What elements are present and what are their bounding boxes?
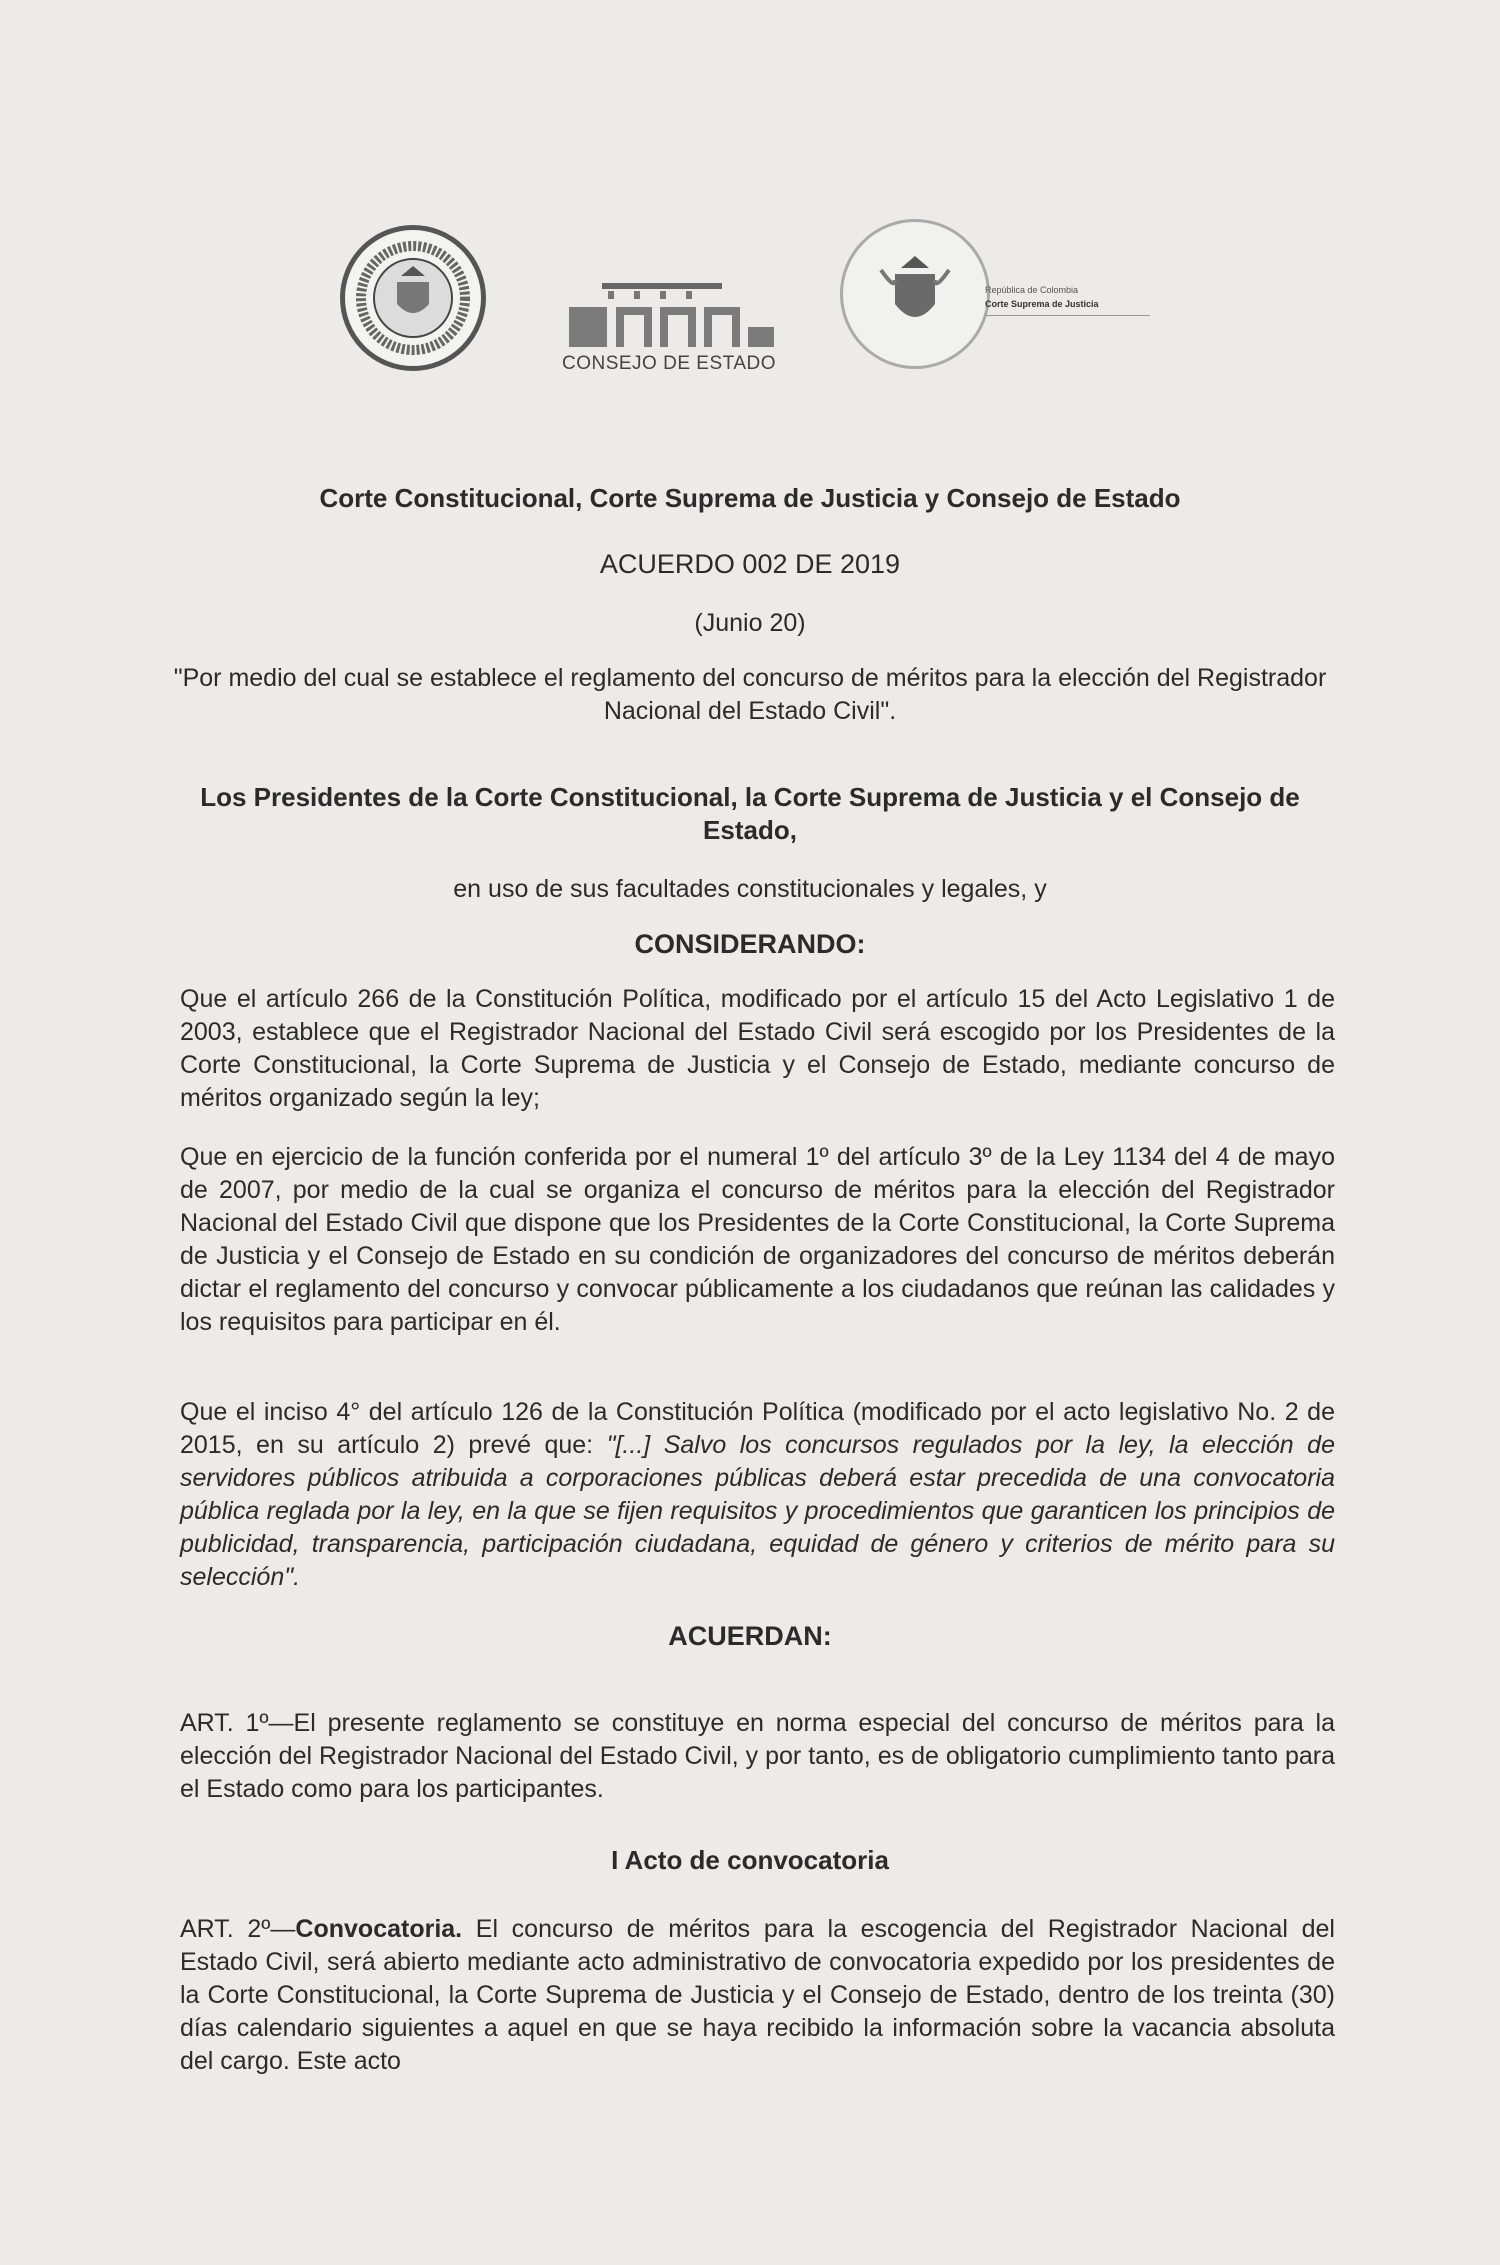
section-title: I Acto de convocatoria — [611, 1845, 889, 1875]
considerando-paragraph-1: Que el artículo 266 de la Constitución Política, modificado por el artículo 15 del Acto Legislativo 1 de 2003, establece que el Registrador Nacional del Estado Civil será escogido por los Presidentes de la Corte Constitucional, la Corte Suprema de Justicia y el Consejo de Estado, mediante concurso de méritos organizado según la ley; — [180, 985, 1335, 1112]
corte-suprema-seal — [840, 219, 990, 369]
csj-line-2: Corte Suprema de Justicia — [985, 299, 1099, 309]
csj-line-1: República de Colombia — [985, 285, 1079, 295]
corte-constitucional-seal — [340, 225, 486, 371]
article-2 — [180, 1913, 1335, 2078]
considerando-paragraph-3 — [180, 1396, 1335, 1594]
corte-suprema-wordmark — [985, 283, 1099, 311]
article-2-title: Convocatoria. — [295, 1915, 463, 1943]
article-2-prefix: ART. 2º— — [180, 1915, 296, 1943]
acuerdo-subject: "Por medio del cual se establece el reglamento del concurso de méritos para la elección del Registrador Nacional del Estado Civil". — [173, 664, 1327, 725]
article-2-body: El concurso de méritos para la escogencia del Registrador Nacional del Estado Civil, será abierto mediante acto administrativo de convocatoria expedido por los presidentes de la Corte Constitucional, la Corte Suprema de Justicia y el Consejo de Estado, dentro de los treinta (30) días calendario siguientes a aquel en que se haya recibido la información sobre la vacancia absoluta del cargo. Este acto — [180, 1915, 1335, 2075]
consejo-de-estado-caption: CONSEJO DE ESTADO — [561, 353, 776, 374]
organizations-title: Corte Constitucional, Corte Suprema de Justicia y Consejo de Estado — [319, 483, 1181, 513]
considerando-heading: CONSIDERANDO: — [634, 929, 866, 959]
facultades-line: en uso de sus facultades constitucionales y legales, y — [453, 875, 1047, 903]
acuerdan-heading: ACUERDAN: — [668, 1621, 832, 1651]
acuerdo-number: ACUERDO 002 DE 2019 — [599, 549, 901, 579]
considerando-paragraph-2: Que en ejercicio de la función conferida por el numeral 1º del artículo 3º de la Ley 1134 del 4 de mayo de 2007, por medio de la cual se organiza el concurso de méritos para la elección del Registrador Nacional del Estado Civil que dispone que los Presidentes de la Corte Constitucional, la Corte Suprema de Justicia y el Consejo de Estado en su condición de organizadores del concurso de méritos deberán dictar el reglamento del concurso y convocar públicamente a los ciudadanos que reúnan las calidades y los requisitos para participar en él. — [180, 1143, 1335, 1336]
paragraph-3-quote: "[...] Salvo los concursos regulados por la ley, la elección de servidores públicos atribuida a corporaciones públicas deberá estar precedida de una convocatoria pública reglada por la ley, en la que se fijen requisitos y procedimientos que garanticen los principios de publicidad, transparencia, participación ciudadana, equidad de género y criterios de mérito para su selección". — [180, 1431, 1335, 1591]
consejo-de-estado-logo — [544, 277, 794, 387]
csj-divider — [985, 315, 1150, 316]
article-1: ART. 1º—El presente reglamento se constituye en norma especial del concurso de méritos para la elección del Registrador Nacional del Estado Civil, y por tanto, es de obligatorio cumplimiento tanto para el Estado como para los participantes. — [180, 1709, 1335, 1803]
presidents-heading: Los Presidentes de la Corte Constitucional, la Corte Suprema de Justicia y el Consejo de Estado, — [200, 782, 1300, 845]
acuerdo-date: (Junio 20) — [694, 609, 806, 637]
header-logos — [0, 225, 1500, 385]
paragraph-3-lead: Que el inciso 4° del artículo 126 de la Constitución Política (modificado por el acto legislativo No. 2 de 2015, en su artículo 2) prevé que: — [180, 1398, 1335, 1459]
